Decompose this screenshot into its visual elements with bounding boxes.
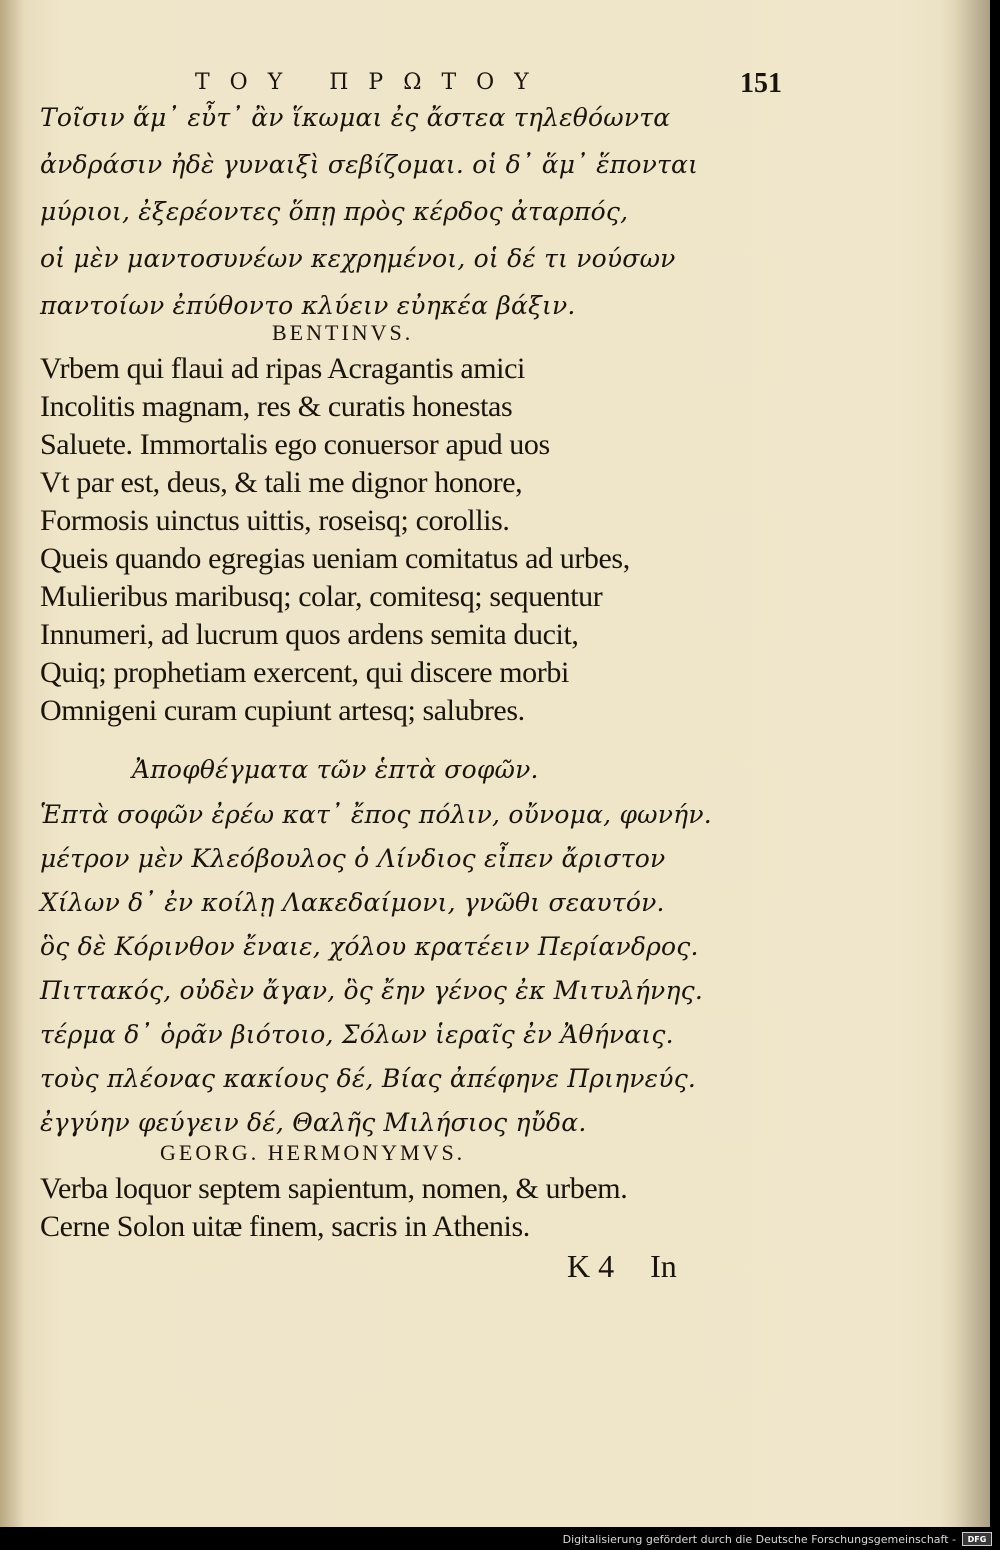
- latin-line: Saluete. Immortalis ego conuersor apud uos: [40, 428, 550, 461]
- greek-line: παντοίων ἐπύθοντο κλύειν εὐηκέα βάξιν.: [40, 291, 576, 320]
- signature-line: [567, 1248, 705, 1285]
- latin-line: Incolitis magnam, res & curatis honestas: [40, 390, 513, 423]
- section-heading: BENTINVS.: [272, 320, 414, 345]
- greek-line: Πιττακός, οὐδὲν ἄγαν, ὃς ἔην γένος ἐκ Μιτυλήνης.: [40, 976, 703, 1005]
- latin-line: Verba loquor septem sapientum, nomen, & urbem.: [40, 1172, 628, 1205]
- dfg-logo: DFG: [962, 1532, 992, 1546]
- greek-line: τοὺς πλέονας κακίους δέ, Βίας ἀπέφηνε Πριηνεύς.: [40, 1064, 697, 1093]
- greek-line: Ἑπτὰ σοφῶν ἐρέω κατ᾽ ἔπος πόλιν, οὔνομα, φωνήν.: [40, 800, 712, 829]
- latin-line: Quiq; prophetiam exercent, qui discere morbi: [40, 656, 569, 689]
- latin-line: Cerne Solon uitæ finem, sacris in Athenis.: [40, 1210, 530, 1243]
- greek-line: μέτρον μὲν Κλεόβουλος ὁ Λίνδιος εἶπεν ἄριστον: [40, 844, 666, 873]
- section-heading: GEORG. HERMONYMVS.: [160, 1140, 466, 1165]
- latin-line: Mulieribus maribusq; colar, comitesq; sequentur: [40, 580, 603, 613]
- latin-line: Formosis uinctus uittis, roseisq; corollis.: [40, 504, 510, 537]
- section-heading: Ἀποφθέγματα τῶν ἑπτὰ σοφῶν.: [132, 755, 539, 784]
- greek-line: ἐγγύην φεύγειν δέ, Θαλῆς Μιλήσιος ηὔδα.: [40, 1108, 587, 1137]
- funding-note: Digitalisierung gefördert durch die Deutsche Forschungsgemeinschaft -: [562, 1533, 956, 1546]
- latin-line: Omnigeni curam cupiunt artesq; salubres.: [40, 694, 525, 727]
- latin-line: Vt par est, deus, & tali me dignor honore,: [40, 466, 523, 499]
- greek-line: ἀνδράσιν ἠδὲ γυναιξὶ σεβίζομαι. οἱ δ᾽ ἅμ᾽ ἕπονται: [40, 150, 699, 179]
- signature-mark: K 4: [567, 1248, 615, 1284]
- greek-line: ὃς δὲ Κόρινθον ἔναιε, χόλου κρατέειν Περίανδρος.: [40, 932, 699, 961]
- page-gutter: [0, 0, 24, 1527]
- latin-line: Innumeri, ad lucrum quos ardens semita ducit,: [40, 618, 579, 651]
- latin-line: Queis quando egregias ueniam comitatus ad urbes,: [40, 542, 630, 575]
- greek-line: τέρμα δ᾽ ὁρᾶν βιότοιο, Σόλων ἱεραῖς ἐν Ἀθήναις.: [40, 1020, 674, 1049]
- greek-line: Χίλων δ᾽ ἐν κοίλῃ Λακεδαίμονι, γνῶθι σεαυτόν.: [40, 888, 665, 917]
- page-edge-shadow: [940, 0, 990, 1527]
- latin-line: Vrbem qui flaui ad ripas Acragantis amici: [40, 352, 525, 385]
- running-title: ΤΟΥ ΠΡΩΤΟΥ: [195, 70, 549, 95]
- catchword: In: [650, 1248, 677, 1284]
- page-number: 151: [740, 68, 782, 99]
- greek-line: μύριοι, ἐξερέοντες ὅπῃ πρὸς κέρδος ἀταρπός,: [40, 197, 629, 226]
- greek-line: οἱ μὲν μαντοσυνέων κεχρημένοι, οἱ δέ τι νούσων: [40, 244, 676, 273]
- greek-line: Τοῖσιν ἅμ᾽ εὖτ᾽ ἂν ἵκωμαι ἐς ἄστεα τηλεθόωντα: [40, 103, 671, 132]
